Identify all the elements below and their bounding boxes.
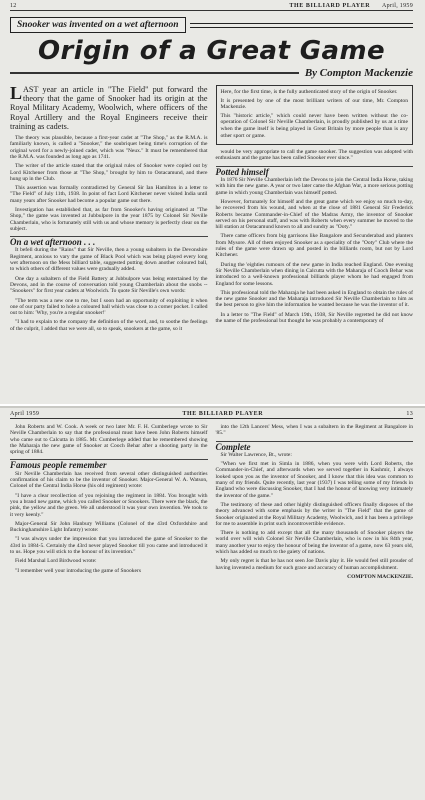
column-left-body-2 xyxy=(10,471,208,574)
byline-rule xyxy=(10,72,299,74)
paragraph: "I had to explain to the company the definition of the word, and, to soothe the feelings of the culprit, I added that we were all, so to speak, snookers at the game, so it xyxy=(10,319,208,332)
paragraph: Major-General Sir John Hanbury Williams (Colonel of the 43rd Oxfordshire and Buckinghamshire Light Infantry) wrote: xyxy=(10,520,208,534)
column-left-body xyxy=(10,135,208,232)
paragraph: John Roberts and W. Cook. A week or two later Mr. F. H. Cumberlege wrote to Sir Neville Chamberlain to say that the professional must have been John Roberts himself who came out to Calcutta in 1885. Mr. Cumberlege added that he remembered showing the Maharaja the new game of Snooker at Cooch Behar after a shooting party in the spring of 1884. xyxy=(10,424,208,456)
paragraph: The writer of the article stated that the original rules of Snooker were copied out by Lord Kitchener from those at "The Shop," brought by him to Ootacamund, and there hung up in the Club. xyxy=(10,163,208,182)
paragraph: In 1876 Sir Neville Chamberlain left the Devons to join the Central India Horse, taking with him the new game. A year or two later came the Afghan War, a more serious potting game in which young Chamberlain was himself potted. xyxy=(215,177,413,196)
paragraph: "I was always under the impression that you introduced the game of Snooker to the 43rd in 1884-5. Certainly the 43rd never played Snooker till you came and introduced it to us. Hope you will stick to the honour of its invention." xyxy=(10,536,208,556)
drop-cap: L xyxy=(10,83,23,103)
publication-name: THE BILLIARD PLAYER xyxy=(182,411,264,417)
byline-row xyxy=(10,67,413,79)
article-title: Origin of a Great Game xyxy=(38,36,385,66)
column-right xyxy=(216,424,414,580)
column-right-body xyxy=(216,424,414,437)
paragraph: The testimony of these and other highly distinguished officers finally disposes of the theory advanced with some emphasis by the writer in "The Field" that the game of Snooker originated at the Royal Military Academy, Woolwich, and it has been a privilege for me to assemble in print such incontrovertible evidence. xyxy=(215,501,413,527)
page-number: 13 xyxy=(406,411,413,417)
paragraph: Field Marshal Lord Birdwood wrote: xyxy=(15,558,97,565)
paragraph: There came officers from big garrisons like Bangalore and Secunderabad and planters from Mysore. All of them enjoyed Snooker as a speciality of the "Ooty" Club where the rules of the game were drawn up and posted in the billiards room, but not by Lord Kitchener. xyxy=(215,233,413,259)
page-number: 12 xyxy=(10,3,17,9)
kicker-rule xyxy=(190,23,413,28)
subheading-complete: Complete xyxy=(216,441,414,450)
paragraph: Sir Neville Chamberlain has received from several other distinguished authorities confirmation of his claim to be the inventor of Snooker. Major-General W. A. Watson, Colonel of the Central India Horse (his old regiment) wrote: xyxy=(10,470,208,490)
paragraph: "When we first met in Simla in 1886, when you were with Lord Roberts, the Commander-in-Chief, and afterwards when we served together in Kashmir, I always looked upon you as the inventor of Snooker, and I know that this idea was common to many of my friends. Quite recently, last year (1937) I was telling some of my friends in England who were discussing Snooker, that I had the honour of knowing very intimately the inventor of the game." xyxy=(215,461,413,499)
author-signoff: COMPTON MACKENZIE. xyxy=(347,573,413,580)
column-right-body xyxy=(216,149,414,162)
column-right-body-2 xyxy=(216,177,414,324)
lead-paragraph xyxy=(10,85,208,131)
paragraph: into the 12th Lancers' Mess, when I was a subaltern in the Regiment at Bangalore in '85." xyxy=(215,424,413,437)
column-right-body-2 xyxy=(216,452,414,571)
paragraph: One day a subaltern of the Field Battery at Jubbulpore was being entertained by the Devons, and in the course of conversation told young Chamberlain about the snobs -- "Snookers" for first year cadets at Woolwich. To quote Sir Neville's own words: xyxy=(10,275,208,295)
kicker-row xyxy=(10,17,413,33)
column-right xyxy=(216,85,414,335)
article-columns xyxy=(10,424,413,580)
article-columns xyxy=(10,85,413,335)
magazine-page-13 xyxy=(0,406,425,800)
column-left-body-2 xyxy=(10,247,208,332)
kicker-headline: Snooker was invented on a wet afternoon xyxy=(10,17,186,33)
byline: By Compton Mackenzie xyxy=(304,67,413,79)
paragraph: The theory was plausible, because a first-year cadet at "The Shop," as the R.M.A. is familiarly known, is called a "Snooker," the soubriquet being time's corruption of the original word for a newly-joined cadet, which was "Neux." It must be remembered that the R.M.A. was founded as long ago as 1741. xyxy=(10,135,208,160)
paragraph: During the 'eighties rumours of the new game in India reached England. One evening Sir Neville Chamberlain when dining in Calcutta with the Maharaja of Cooch Behar was introduced to a well-known professional billiards player whom he had engaged from England for some lessons. xyxy=(215,261,413,287)
subheading-famous-people: Famous people remember xyxy=(10,459,208,468)
issue-date: April, 1959 xyxy=(382,3,413,9)
issue-date: April 1959 xyxy=(10,411,40,417)
paragraph: There is nothing to add except that all the many thousands of Snooker players the world over will wish Colonel Sir Neville Chamberlain, who is now in his 84th year, many another year to enjoy the honour of being the inventor of a game, now 63 years old, which has added so much to the gaiety of nations. xyxy=(215,530,413,556)
paragraph: Sir Walter Lawrence, Bt., wrote: xyxy=(220,451,292,458)
subheading-potted-himself: Potted himself xyxy=(216,166,414,175)
running-header xyxy=(10,411,413,419)
column-left xyxy=(10,85,208,335)
paragraph: would be very appropriate to call the game snooker. The suggestion was adopted with enthusiasm and the game has been called Snooker ever since." xyxy=(215,149,413,162)
paragraph: It befell during the "Rains" that Sir Neville, then a young subaltern in the Devonshire Regiment, anxious to vary the game of Black Pool which was being played every long wet afternoon on the Mess billiard table, suggested putting down another coloured ball, to which others of different values were gradually added. xyxy=(10,247,208,273)
paragraph: This professional told the Maharaja he had been asked in England to obtain the rules of the new game Snooker and the Maharaja introduced Sir Neville Chamberlain to him as the best person to give him the information he wanted because he was the inventor of it. xyxy=(215,289,413,309)
running-header xyxy=(10,3,413,11)
paragraph: This assertion was formally contradicted by General Sir Ian Hamilton in a letter to "The Field" of July 11th, 1938. In point of fact Lord Kitchener never visited India until many years after Snooker had become a popular game out there. xyxy=(10,185,208,204)
subheading-wet-afternoon: On a wet afternoon . . . xyxy=(10,236,208,245)
paragraph: It is presented by one of the most brilliant writers of our time, Mr. Compton Mackenzie. xyxy=(220,97,408,111)
paragraph: "I have a clear recollection of you rejoining the regiment in 1884. You brought with you a brand new game, which you called Snooker or Snookers. There were the black, the pink, the yellow and the green. We all understood it was your own invention. We took to it very keenly." xyxy=(10,492,208,518)
column-left xyxy=(10,424,208,580)
column-left-body xyxy=(10,424,208,455)
paragraph: This "historic article," which could never have been written without the co-operation of Colonel Sir Neville Chamberlain, is proudly published by us at a time when the game itself is being played in Great Britain by more people than is any other sport or game. xyxy=(220,112,408,139)
paragraph: My only regret is that he has not seen Joe Davis play it. He would feel still prouder of having invented a medium for such grace and accuracy of human accomplishment. xyxy=(215,558,413,571)
paragraph: In a letter to "The Field" of March 19th, 1938, Sir Neville regretted he did not know the name of the professional but thought he was probably a contemporary of xyxy=(215,311,413,324)
paragraph: Here, for the first time, is the fully authenticated story of the origin of Snooker. xyxy=(220,89,398,95)
intro-box xyxy=(216,85,414,145)
paragraph: However, fortunately for himself and the great game which we enjoy so much to-day, he recovered from his wound, and when at the close of 1881 General Sir Frederick Roberts became Commander-in-Chief of the Madras Army, the inventor of Snooker served on his personal staff, and was with Roberts when every summer he moved to the hill station at Ootacamund known to all and sundry as "Ooty." xyxy=(215,198,413,231)
paragraph: "I remember well your introducing the game of Snookers xyxy=(15,567,141,574)
paragraph: "The term was a new one to me, but I soon had an opportunity of exploiting it when one of our party failed to hole a coloured ball which was close to a corner pocket. I called out to him: 'Why, you're a regular snooker!' xyxy=(10,297,208,317)
lead-text: AST year an article in "The Field" put forward the theory that the game of Snooker had its origin at the Royal Military Academy, Woolwich, where officers of the Royal Artillery and the Royal Engineers receive their training as cadets. xyxy=(10,85,208,131)
paragraph: Investigation has established that, as far from Snooker's having originated at "The Shop," the game was invented at Jubbulpore in the year 1875 by Colonel Sir Neville Chamberlain, who is fortunately still with us and whose memory is perfectly clear on the subject. xyxy=(10,206,208,232)
publication-name: THE BILLIARD PLAYER xyxy=(289,3,371,9)
